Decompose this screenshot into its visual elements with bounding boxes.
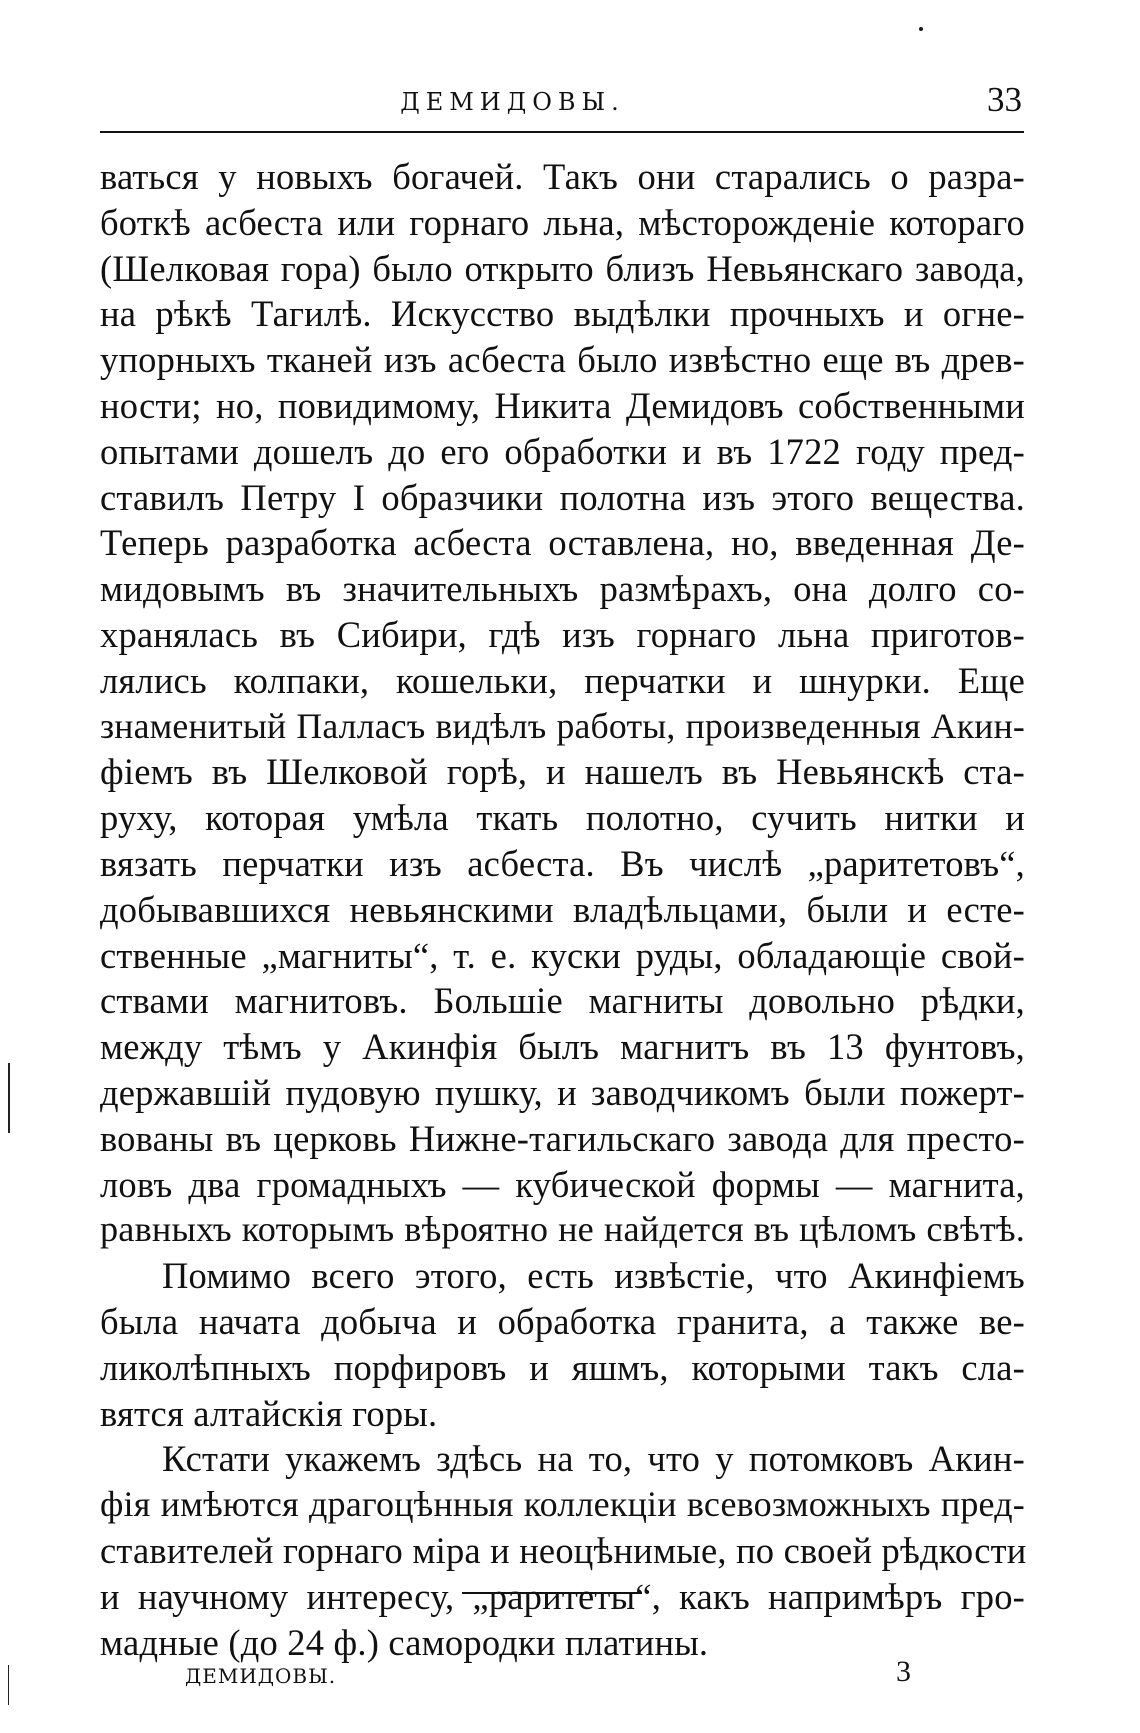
text-line: мадные (до 24 ф.) самородки платины. (100, 1621, 709, 1663)
text-line: добывавшихся невьянскими владѣльцами, были и есте- (100, 888, 1025, 930)
text-line: державшій пудовую пушку, и заводчикомъ были пожерт- (100, 1071, 1025, 1113)
text-line: опытами дошелъ до его обработки и въ 1722 году пред- (100, 430, 1025, 472)
text-line: на рѣкѣ Тагилѣ. Искусство выдѣлки прочныхъ и огне- (100, 293, 1025, 335)
end-rule (462, 1592, 642, 1594)
running-head-title: ДЕМИДОВЫ. (400, 88, 625, 116)
text-line: ственные „магниты“, т. е. куски руды, обладающіе свой- (100, 934, 1025, 976)
text-line: ставилъ Петру I образчики полотна изъ этого вещества. (100, 476, 1025, 518)
text-line: ваться у новыхъ богачей. Такъ они старались о разра- (100, 156, 1025, 197)
text-line: руху, которая умѣла ткать полотно, сучить нитки и (100, 797, 1025, 839)
sheet-number: 3 (896, 1655, 911, 1688)
text-line: ности; но, повидимому, Никита Демидовъ собственными (100, 384, 1025, 426)
body-text (100, 154, 1025, 1665)
text-line: вованы въ церковь Нижне-тагильскаго завода для престо- (100, 1117, 1025, 1159)
speck-mark (919, 27, 923, 31)
signature-mark: ДЕМИДОВЫ. (185, 1664, 337, 1688)
text-line: фіемъ въ Шелковой горѣ, и нашелъ въ Невьянскѣ ста- (100, 751, 1025, 793)
text-line: ставителей горнаго міра и неоцѣнимые, по своей рѣдкости (100, 1529, 1027, 1571)
text-line: Теперь разработка асбеста оставлена, но, введенная Де- (100, 522, 1025, 564)
text-line: была начата добыча и обработка гранита, а также ве- (100, 1300, 1025, 1342)
text-line: вятся алтайскія горы. (100, 1392, 438, 1434)
paragraph-2 (100, 1253, 1025, 1436)
text-line: хранялась въ Сибири, гдѣ изъ горнаго льна приготов- (100, 613, 1025, 655)
text-line: Кстати укажемъ здѣсь на то, что у потомковъ Акин- (162, 1438, 1025, 1480)
text-line: упорныхъ тканей изъ асбеста было извѣстно еще въ древ- (100, 339, 1025, 381)
margin-scan-mark (8, 1665, 9, 1705)
text-line: мидовымъ въ значительныхъ размѣрахъ, она долго со- (100, 568, 1025, 610)
text-line: вязать перчатки изъ асбеста. Въ числѣ „раритетовъ“, (100, 842, 1025, 884)
paragraph-3 (100, 1436, 1025, 1665)
text-line: боткѣ асбеста или горнаго льна, мѣсторожденіе котораго (100, 201, 1025, 243)
margin-scan-mark (8, 1063, 10, 1133)
text-line: ликолѣпныхъ порфировъ и яшмъ, которыми такъ сла- (100, 1346, 1025, 1388)
text-line: между тѣмъ у Акинфія былъ магнитъ въ 13 фунтовъ, (100, 1026, 1025, 1068)
text-line: равныхъ которымъ вѣроятно не найдется въ цѣломъ свѣтѣ. (100, 1209, 1025, 1250)
text-line: знаменитый Палласъ видѣлъ работы, произведенныя Акин- (100, 705, 1025, 746)
text-line: Помимо всего этого, есть извѣстіе, что Акинфіемъ (162, 1255, 1025, 1297)
page-number: 33 (987, 80, 1022, 119)
text-line: и научному интересу, „раритеты“, какъ напримѣръ гро- (100, 1575, 1025, 1617)
text-line: фія имѣются драгоцѣнныя коллекціи всевозможныхъ пред- (100, 1484, 1025, 1525)
text-line: лялись колпаки, кошельки, перчатки и шнурки. Еще (100, 659, 1025, 701)
paragraph-1 (100, 154, 1025, 1253)
header-rule (100, 131, 1024, 133)
text-line: (Шелковая гора) было открыто близъ Невьянскаго завода, (100, 247, 1025, 289)
text-line: ствами магнитовъ. Большіе магниты довольно рѣдки, (100, 980, 1025, 1022)
text-line: ловъ два громадныхъ — кубической формы — магнита, (100, 1163, 1025, 1205)
